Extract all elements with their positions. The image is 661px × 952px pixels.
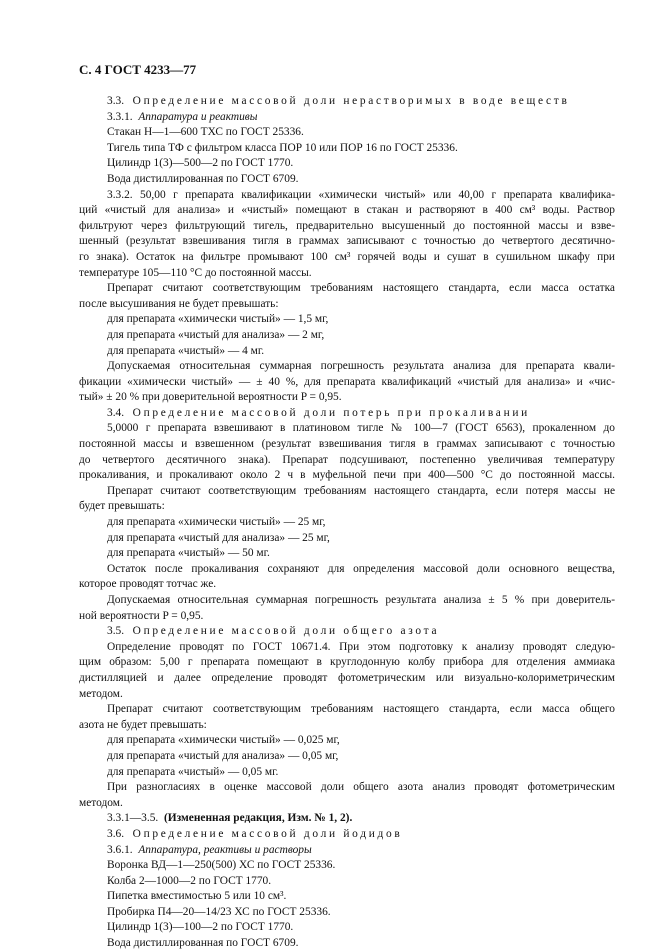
- line-text: 3.6.1.: [107, 843, 133, 856]
- text-line: [79, 390, 615, 406]
- text-line: [79, 172, 615, 188]
- line-text: Допускаемая относительная суммарная погрешность результата анализа для препарата квали-: [107, 360, 615, 373]
- text-line: [79, 188, 615, 204]
- line-text: Допускаемая относительная суммарная погрешность результата анализа ± 5 % при доверитель-: [107, 594, 615, 606]
- line-text: 5,0000 г препарата взвешивают в платиновом тигле № 100—7 (ГОСТ 6563), прокаленном до: [107, 422, 615, 435]
- line-text: 3.3.1—3.5.: [107, 812, 159, 825]
- line-text: 3.3.1.: [107, 110, 133, 123]
- line-text: го знака). Остаток на фильтре промывают 100 см³ горячей воды и сушат в сушильном шкафу при: [79, 250, 615, 263]
- line-text: Цилиндр 1(3)—500—2 по ГОСТ 1770.: [107, 157, 294, 170]
- section-number: 3.5.: [107, 625, 133, 638]
- text-line: [79, 936, 615, 952]
- line-text: Тигель типа ТФ с фильтром класса ПОР 10 или ПОР 16 по ГОСТ 25336.: [107, 141, 458, 154]
- line-text: для препарата «чистый для анализа» — 25 мг,: [107, 531, 330, 544]
- text-line: [79, 359, 615, 375]
- page-header: С. 4 ГОСТ 4233—77: [79, 62, 197, 77]
- text-line: [79, 281, 615, 297]
- text-line: [79, 562, 615, 578]
- text-line: [79, 765, 615, 781]
- text-line: [79, 250, 615, 266]
- section-title: Определение массовой доли потерь при прокаливании: [132, 406, 530, 419]
- line-text: фикации «химически чистый» — ± 40 %, для препарата квалификаций «чистый для анализа» и «чис-: [79, 375, 615, 388]
- line-text: При разногласиях в оценке массовой доли общего азота анализ проводят фотометрическим: [107, 781, 615, 794]
- text-line: [79, 733, 615, 749]
- text-line: [79, 266, 615, 282]
- text-line: [79, 515, 615, 531]
- line-text: азота не будет превышать:: [79, 718, 207, 731]
- text-line: [79, 531, 615, 547]
- line-text: для препарата «химически чистый» — 1,5 мг,: [107, 313, 329, 326]
- line-text: Воронка ВД—1—250(500) ХС по ГОСТ 25336.: [107, 859, 336, 872]
- line-text: Препарат считают соответствующим требованиям настоящего стандарта, если масса общего: [107, 703, 615, 716]
- text-line: [79, 219, 615, 235]
- line-text: прокаливания, и прокаливают около 2 ч в муфельной печи при 400—500 °С до постоянной массы.: [79, 469, 615, 482]
- line-text: Вода дистиллированная по ГОСТ 6709.: [107, 937, 299, 950]
- line-text: Определение проводят по ГОСТ 10671.4. При этом подготовку к анализу проводят следую-: [107, 640, 615, 653]
- text-line: [79, 874, 615, 890]
- text-line: [79, 624, 615, 640]
- text-line: [79, 453, 615, 469]
- section-title: Определение массовой доли нерастворимых в воде веществ: [132, 95, 570, 107]
- text-line: [79, 749, 615, 765]
- text-line: [79, 297, 615, 313]
- text-line: [79, 468, 615, 484]
- line-text: для препарата «чистый для анализа» — 0,05 мг,: [107, 749, 339, 762]
- text-line: [79, 484, 615, 500]
- section-title: Определение массовой доли йодидов: [132, 827, 403, 840]
- line-text: Колба 2—1000—2 по ГОСТ 1770.: [107, 874, 272, 887]
- subsection-title: Аппаратура, реактивы и растворы: [132, 843, 312, 856]
- text-line: [79, 671, 615, 687]
- line-text: для препарата «чистый» — 4 мг.: [107, 344, 265, 357]
- line-text: ций «чистый для анализа» и «чистый» помещают в стакан и растворяют в 400 см³ воды. Раствор: [79, 204, 615, 217]
- text-line: [79, 843, 615, 859]
- section-number: 3.4.: [107, 406, 133, 419]
- text-line: [79, 920, 615, 936]
- text-line: [79, 94, 615, 110]
- subsection-title: Аппаратура и реактивы: [132, 110, 258, 123]
- line-text: Остаток после прокаливания сохраняют для определения массовой доли основного вещества,: [107, 562, 615, 575]
- text-line: [79, 609, 615, 625]
- text-line: [79, 375, 615, 391]
- text-line: [79, 718, 615, 734]
- line-text: щим образом: 5,00 г препарата помещают в круглодонную колбу прибора для отделения аммиака: [79, 656, 615, 669]
- line-text: методом.: [79, 687, 123, 700]
- line-text: дистилляцией и далее определение проводят фотометрическим или визуально-колориметрическим: [79, 671, 615, 684]
- text-line: [79, 546, 615, 562]
- line-text: Стакан Н—1—600 ТХС по ГОСТ 25336.: [107, 126, 304, 139]
- text-line: [79, 655, 615, 671]
- text-line: [79, 344, 615, 360]
- line-text: будет превышать:: [79, 500, 165, 513]
- text-line: [79, 234, 615, 250]
- line-text: для препарата «чистый для анализа» — 2 мг,: [107, 328, 325, 341]
- line-text: методом.: [79, 796, 123, 809]
- text-line: [79, 593, 615, 609]
- line-text: Пробирка П4—20—14/23 ХС по ГОСТ 25336.: [107, 905, 331, 918]
- text-line: [79, 312, 615, 328]
- line-text: 3.3.2. 50,00 г препарата квалификации «химически чистый» или 40,00 г препарата квалифика-: [107, 188, 615, 201]
- text-line: [79, 437, 615, 453]
- document-body: [79, 94, 615, 952]
- text-line: [79, 141, 615, 157]
- text-line: [79, 203, 615, 219]
- line-text: температуре 105—110 °С до постоянной массы.: [79, 266, 312, 279]
- line-text: тый» ± 20 % при доверительной вероятности P = 0,95.: [79, 391, 342, 404]
- text-line: [79, 577, 615, 593]
- text-line: [79, 687, 615, 703]
- section-number: 3.3.: [107, 95, 133, 107]
- line-text: которое проводят тотчас же.: [79, 578, 217, 591]
- line-text: постоянной массы и взвешенном (результат взвешивания тигля в граммах записывают с точностью: [79, 438, 615, 451]
- text-line: [79, 328, 615, 344]
- line-text: для препарата «химически чистый» — 25 мг,: [107, 516, 326, 529]
- line-text: для препарата «чистый» — 50 мг.: [107, 547, 270, 560]
- text-line: [79, 905, 615, 921]
- line-text: до четвертого десятичного знака). Препарат подсушивают, постепенно увеличивая температуру: [79, 453, 615, 466]
- line-text: Цилиндр 1(3)—100—2 по ГОСТ 1770.: [107, 921, 294, 934]
- line-text: для препарата «химически чистый» — 0,025 мг,: [107, 734, 340, 747]
- line-text: ной вероятности P = 0,95.: [79, 609, 204, 622]
- amendment-note: (Измененная редакция, Изм. № 1, 2).: [158, 812, 353, 825]
- line-text: Препарат считают соответствующим требованиям настоящего стандарта, если масса остатка: [107, 282, 615, 295]
- text-line: [79, 796, 615, 812]
- line-text: фильтруют через фильтрующий тигель, предварительно высушенный до постоянной массы и взве-: [79, 219, 615, 232]
- line-text: после высушивания не будет превышать:: [79, 297, 279, 310]
- line-text: для препарата «чистый» — 0,05 мг.: [107, 765, 279, 778]
- text-line: [79, 858, 615, 874]
- text-line: [79, 125, 615, 141]
- text-line: [79, 640, 615, 656]
- text-line: [79, 889, 615, 905]
- line-text: Вода дистиллированная по ГОСТ 6709.: [107, 172, 299, 185]
- text-line: [79, 499, 615, 515]
- text-line: [79, 780, 615, 796]
- section-number: 3.6.: [107, 827, 133, 840]
- text-line: [79, 421, 615, 437]
- text-line: [79, 110, 615, 126]
- line-text: шенный (результат взвешивания тигля в граммах записывают с точностью до четвертого десятично-: [79, 235, 615, 248]
- text-line: [79, 406, 615, 422]
- text-line: [79, 156, 615, 172]
- line-text: Препарат считают соответствующим требованиям настоящего стандарта, если потеря массы не: [107, 484, 615, 497]
- text-line: [79, 827, 615, 843]
- text-line: [79, 702, 615, 718]
- line-text: Пипетка вместимостью 5 или 10 см³.: [107, 890, 287, 903]
- section-title: Определение массовой доли общего азота: [132, 625, 440, 638]
- text-line: [79, 811, 615, 827]
